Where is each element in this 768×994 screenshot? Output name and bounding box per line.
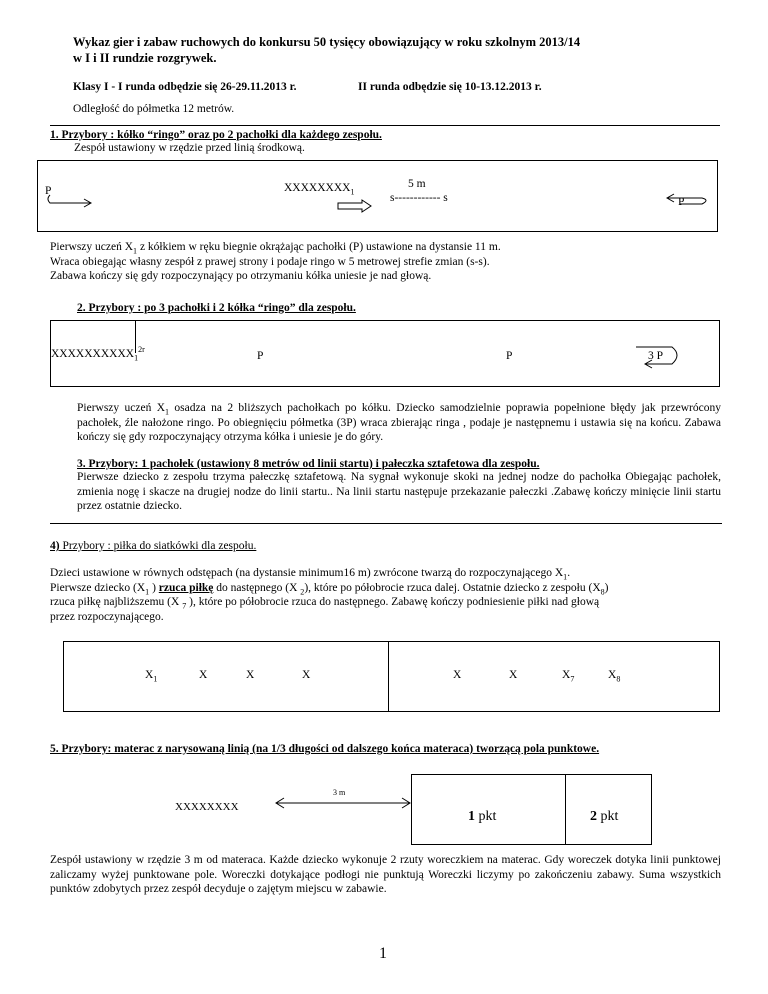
game1-team: $XXXXXXXX_1$	[284, 182, 355, 197]
loop-around-icon	[634, 343, 686, 369]
player-x: X	[453, 669, 462, 681]
game1-desc-line-3: Zabawa kończy się gdy rozpoczynający po otrzymaniu kółka uniesie je nad głową.	[50, 270, 432, 283]
document-title	[73, 34, 580, 66]
throw-distance: 3 m	[333, 788, 346, 797]
game4-diagram	[63, 641, 720, 712]
point-line	[565, 775, 566, 844]
game4-desc-line-4: przez rozpoczynającego.	[50, 610, 164, 623]
game4-desc-line-1: Dzieci ustawione w równych odstępach (na dystansie minimum16 m) zwrócone twarzą do rozpoczynającego $X_1$.	[50, 567, 571, 582]
player-x1: $X_1$	[145, 669, 158, 684]
round-2-date: II runda odbędzie się 10-13.12.2013 r.	[358, 81, 542, 93]
player-x: X	[509, 669, 518, 681]
player-x: X	[246, 669, 255, 681]
title-line-2: w I i II rundzie rozgrywek.	[73, 51, 217, 65]
zone-length: 5 m	[408, 178, 426, 190]
game4-description	[50, 566, 609, 624]
game1-subtitle: Zespół ustawiony w rzędzie przed linią środkową.	[74, 142, 305, 154]
game1-desc-line-1: Pierwszy uczeń $X_1$ z kółkiem w ręku biegnie okrążając pachołki (P) ustawione na dystansie 11 m.	[50, 241, 501, 256]
game3-title: 3. Przybory: 1 pachołek (ustawiony 8 metrów od linii startu) i pałeczka sztafetowa dla zespołu.	[77, 458, 540, 470]
cone-right: P	[678, 196, 685, 208]
game1-diagram	[37, 160, 718, 232]
game5-description: Zespół ustawiony w rzędzie 3 m od materaca. Każde dziecko wykonuje 2 rzuty woreczkiem na materac. Gdy woreczek dotyka linii punktowej zaliczamy wyżej punktowane pole. Woreczki dotykające podłogi nie punktują Woreczki liczymy po zakończeniu zabawy. Suma wszystkich punktów zdobytych przez zespół decyduje o zajętym miejscu w zabawie.	[50, 854, 721, 896]
player-x: X	[199, 669, 208, 681]
game5-team: XXXXXXXX	[175, 801, 239, 813]
block-arrow-right-icon	[337, 199, 373, 213]
double-arrow-icon	[274, 796, 412, 810]
game1-description	[50, 240, 501, 284]
exchange-zone: s------------ s	[390, 192, 448, 204]
cone-2: P	[506, 350, 513, 362]
section-divider	[50, 523, 722, 524]
player-x8: $X_8$	[608, 669, 621, 684]
loop-arrow-right-icon	[666, 190, 714, 208]
cone-left: P	[45, 185, 52, 197]
title-line-1: Wykaz gier i zabaw ruchowych do konkursu 50 tysięcy obowiązujący w roku szkolnym 2013/14	[73, 35, 581, 49]
game1-title: 1. Przybory : kółko “ringo” oraz po 2 pachołki dla każdego zespołu.	[50, 129, 382, 141]
game5-title: 5. Przybory: materac z narysowaną linią (na 1/3 długości od dalszego końca materaca) tworzącą pola punktowe.	[50, 743, 600, 755]
zone-1-points: 1 pkt	[468, 809, 497, 824]
game2-title: 2. Przybory : po 3 pachołki i 2 kółka “ringo” dla zespołu.	[77, 302, 356, 314]
game2-diagram	[50, 320, 720, 387]
section-divider	[50, 125, 720, 126]
distance-note: Odległość do półmetka 12 metrów.	[73, 103, 235, 115]
player-x7: $X_7$	[562, 669, 575, 684]
center-line	[388, 642, 389, 711]
page-number: 1	[379, 945, 387, 962]
loop-arrow-left-icon	[44, 186, 96, 208]
game4-title: 4) Przybory : piłka do siatkówki dla zespołu.	[50, 540, 257, 552]
round-1-date: Klasy I - I runda odbędzie się 26-29.11.2013 r.	[73, 81, 297, 93]
cone-1: P	[257, 350, 264, 362]
game1-desc-line-2: Wraca obiegając własny zespół z prawej strony i podaje ringo w 5 metrowej strefie zmian (s-s).	[50, 255, 490, 268]
mattress	[411, 774, 652, 845]
game2-team: $XXXXXXXXXX_1^{2r}$	[51, 345, 145, 363]
game3-description: Pierwsze dziecko z zespołu trzyma pałeczkę sztafetową. Na sygnał wykonuje skoki na jednej nodze do pachołka Obiegając pachołek, zmienia nogę i skacze na drugiej nodze do linii startu.. Na linii startu następuje przekazanie pałeczki .Zabawę kończy minięcie linii startu przez ostatnie dziecko.	[77, 471, 721, 513]
player-x: X	[302, 669, 311, 681]
game4-desc-line-3: rzuca piłkę najbliższemu (X $_7$ ), które po półobrocie rzuca do następnego. Zabawę kończy podniesienie piłki nad głową	[50, 596, 600, 611]
game2-description: Pierwszy uczeń $X_1$ osadza na 2 bliższych pachołkach po kółku. Dziecko samodzielnie poprawia popełnione błędy jak przewrócony pachołek, źle nałożone ringo. Po obiegnięciu półmetka (3P) wraca zbierając ringa , podaje je następnemu i ustawia się na końcu. Zabawa kończy się gdy rozpoczynający otrzyma kółka i uniesie je do góry.	[77, 402, 721, 444]
zone-2-points: 2 pkt	[590, 809, 619, 824]
cone-3: 3 P	[648, 350, 664, 362]
game4-desc-line-2: Pierwsze dziecko ($X_1$ ) rzuca piłkę do następnego (X $_2$), które po półobrocie rzuca dalej. Ostatnie dziecko z zespołu $(X_8)$	[50, 581, 609, 596]
